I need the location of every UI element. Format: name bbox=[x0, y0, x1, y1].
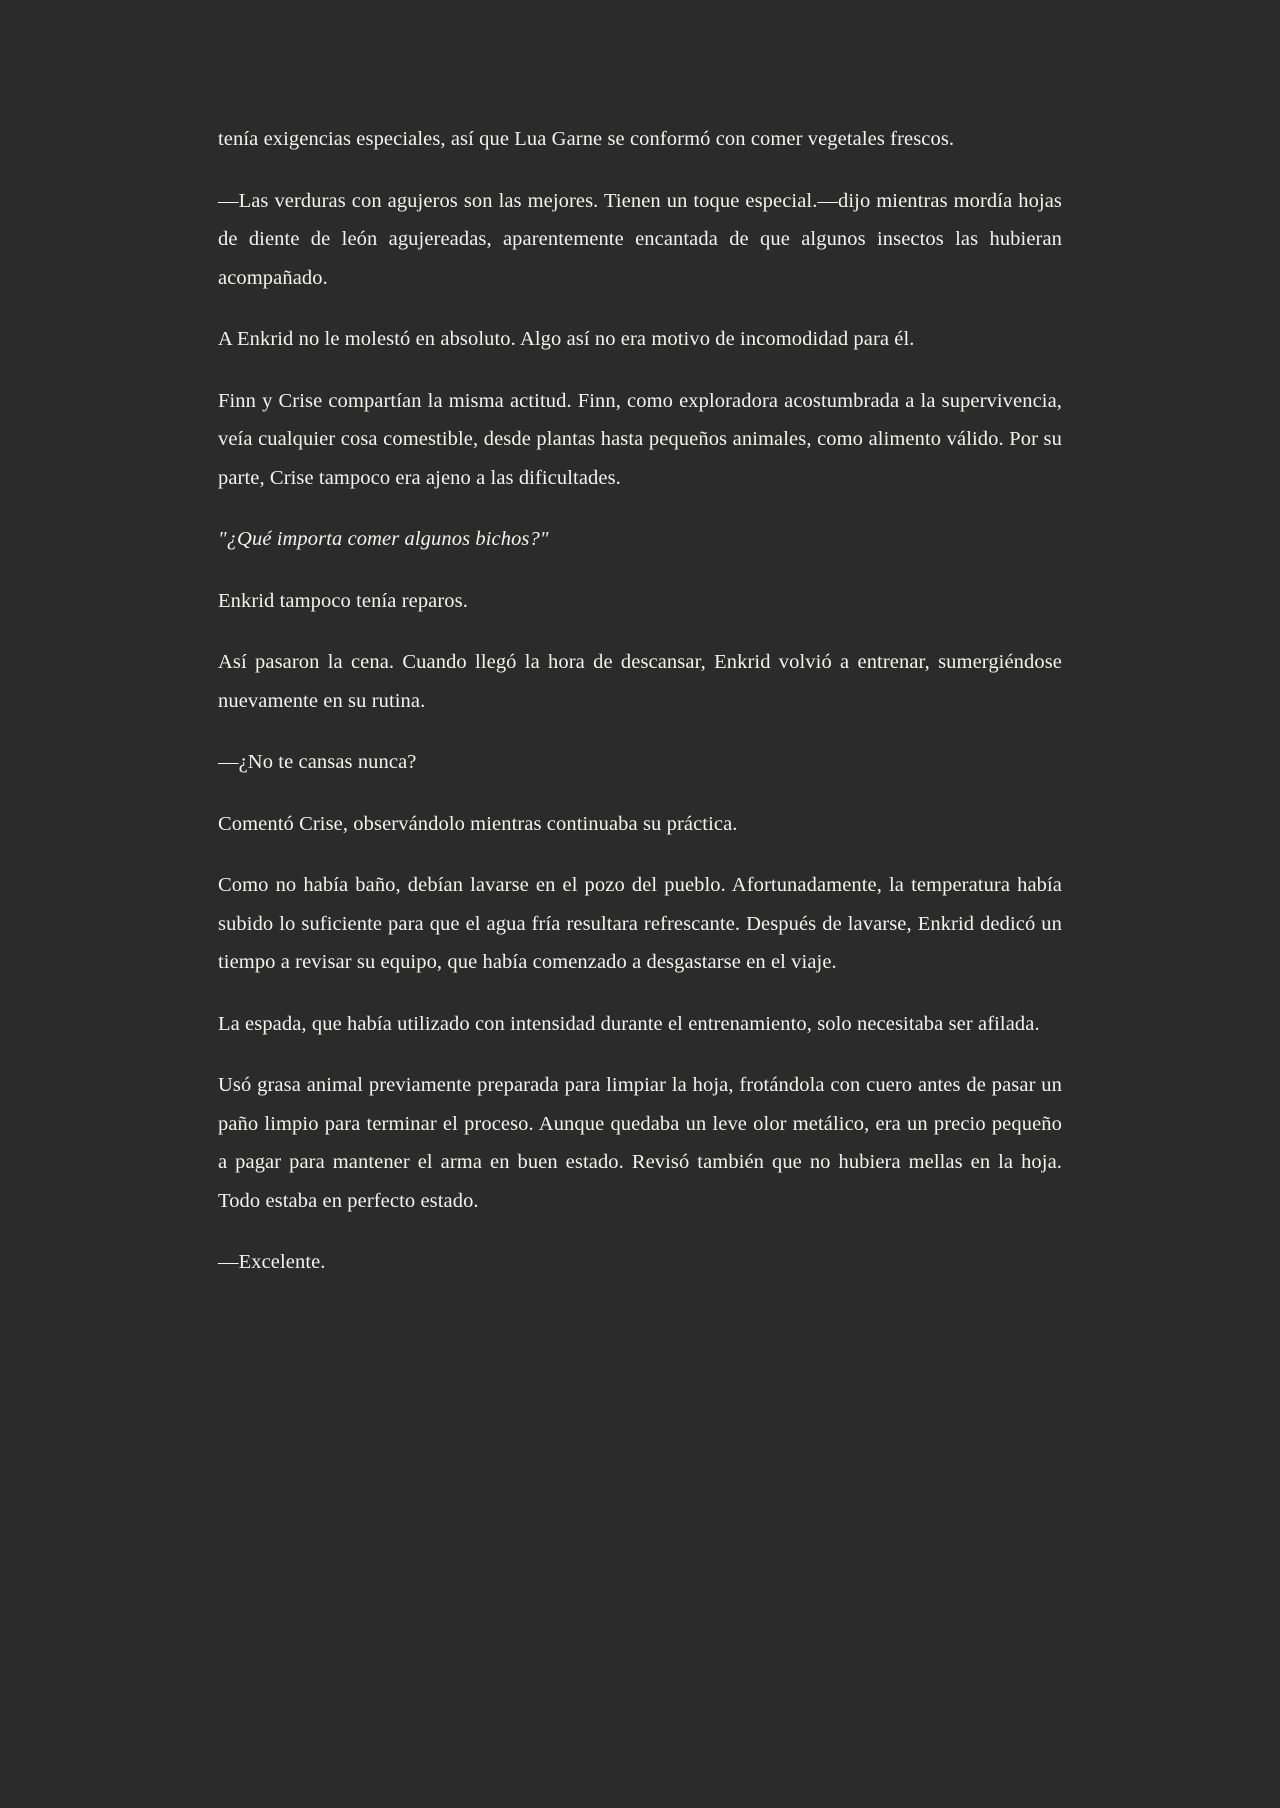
paragraph-dialogue: —Excelente. bbox=[218, 1251, 326, 1273]
paragraph: A Enkrid no le molestó en absoluto. Algo así no era motivo de incomodidad para él. bbox=[218, 328, 915, 350]
paragraph: Enkrid tampoco tenía reparos. bbox=[218, 589, 468, 612]
paragraph: Como no había baño, debían lavarse en el pozo del pueblo. Afortunadamente, la temperatura había subido lo suficiente para que el agua fría resultara refrescante. Después de lavarse, Enkrid dedicó un tiempo a revisar su equipo, que había comenzado a desgastarse en el viaje. bbox=[218, 874, 1062, 973]
paragraph-dialogue: —¿No te cansas nunca? bbox=[218, 751, 417, 773]
paragraph: Usó grasa animal previamente preparada para limpiar la hoja, frotándola con cuero antes de pasar un paño limpio para terminar el proceso. Aunque quedaba un leve olor metálico, era un precio pequeño a pagar para mantener el arma en buen estado. Revisó también que no hubiera mellas en la hoja. Todo estaba en perfecto estado. bbox=[218, 1074, 1062, 1212]
paragraph: La espada, que había utilizado con intensidad durante el entrenamiento, solo necesitaba ser afilada. bbox=[218, 1012, 1040, 1035]
reader-content bbox=[218, 120, 1062, 1282]
paragraph: Finn y Crise compartían la misma actitud. Finn, como exploradora acostumbrada a la supervivencia, veía cualquier cosa comestible, desde plantas hasta pequeños animales, como alimento válido. Por su parte, Crise tampoco era ajeno a las dificultades. bbox=[218, 389, 1062, 489]
paragraph: tenía exigencias especiales, así que Lua Garne se conformó con comer vegetales frescos. bbox=[218, 128, 955, 150]
paragraph-quote-italic: "¿Qué importa comer algunos bichos?" bbox=[218, 528, 549, 550]
paragraph: Así pasaron la cena. Cuando llegó la hora de descansar, Enkrid volvió a entrenar, sumergiéndose nuevamente en su rutina. bbox=[218, 651, 1062, 712]
paragraph: Comentó Crise, observándolo mientras continuaba su práctica. bbox=[218, 812, 738, 835]
paragraph: —Las verduras con agujeros son las mejores. Tienen un toque especial.—dijo mientras mordía hojas de diente de león agujereadas, aparentemente encantada de que algunos insectos las hubieran acompañado. bbox=[218, 189, 1062, 289]
